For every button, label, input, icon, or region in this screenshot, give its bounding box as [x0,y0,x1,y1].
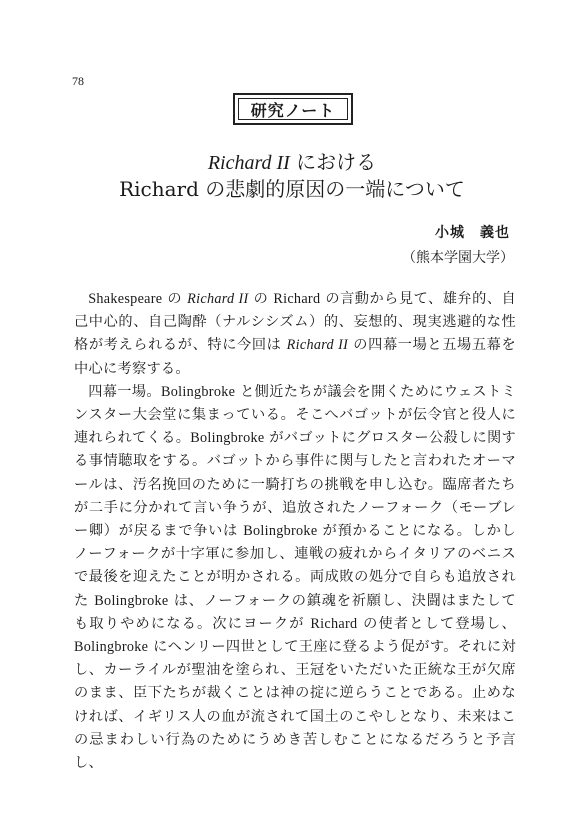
latin-text: Bolingbroke [74,639,149,656]
title-line-1-rest: における [289,150,377,174]
text-run: 四幕一場。 [88,383,161,400]
italic-text: Richard II [286,337,349,354]
author-affiliation: （熊本学園大学） [402,250,514,266]
title-line-1 [0,150,584,175]
title-work-name: Richard II [207,152,290,174]
text-run: の [248,291,274,307]
author-name: 小城 義也 [435,225,510,241]
paragraph [74,288,516,381]
title-line-2: Richard の悲劇的原因の一端について [119,177,465,201]
body-text [74,288,531,775]
latin-text: Bolingbroke [190,430,265,447]
latin-text: Bolingbroke [94,592,169,609]
text-run: と側近たちが議会を開くためにウェストミンスター大会堂に集まっている。そこへバゴットが伝令官と役人に連れられてくる。 [74,383,516,447]
text-run: の使者として登場し、 [357,615,517,632]
section-label-box [233,93,353,125]
text-run: の [162,291,188,307]
text-run: にヘンリー四世として王座に登るよう促がす。それに対し、カーライルが聖油を塗られ、王冠をいただいた正統な王が欠席のまま、臣下たちが裁くことは神の掟に逆らうことである。止めなければ、イギリス人の血が流されて国土のこやしとなり、未来はこの忌まわしい行為のためにうめき苦しむことになるだろうと予言 し、 [74,639,531,772]
latin-text: Bolingbroke [243,523,318,540]
latin-text: Bolingbroke [160,383,236,400]
latin-text: Richard [273,291,321,307]
text-run: の四幕一場と五場五幕を中心に考察する。 [74,337,516,377]
page-number: 78 [72,74,84,88]
text-run: がバゴットにグロスター公殺しに関する事情聴取をする。バゴットから事件に関与したと言われたオーマールは、汚名挽回のために一騎打ちの挑戦を申し込む。臨席者たちが二手に分かれて言い争うが、追放されたノーフォーク（モーブレー卿）が戻るまで争いは [74,430,516,540]
text-run: の言動から見て、雄弁的、自己中心的、自己陶酔（ナルシシズム）的、妄想的、現実逃避的な性格が考えられるが、特に今回は [74,291,517,354]
text-run: が預かることになる。しかしノーフォークが十字軍に参加し、連戦の疲れからイタリアのベニスで最後を迎えたことが明かされる。両成敗の処分で自らも追放された [74,523,516,609]
latin-text: Richard [310,615,358,632]
italic-text: Richard II [187,291,249,307]
text-run: は、ノーフォークの鎮魂を祈願し、決闘はまたしても取りやめになる。次にヨークが [74,592,516,632]
latin-text: Shakespeare [88,291,163,307]
section-label: 研究ノート [238,98,348,120]
paragraph [74,381,531,775]
